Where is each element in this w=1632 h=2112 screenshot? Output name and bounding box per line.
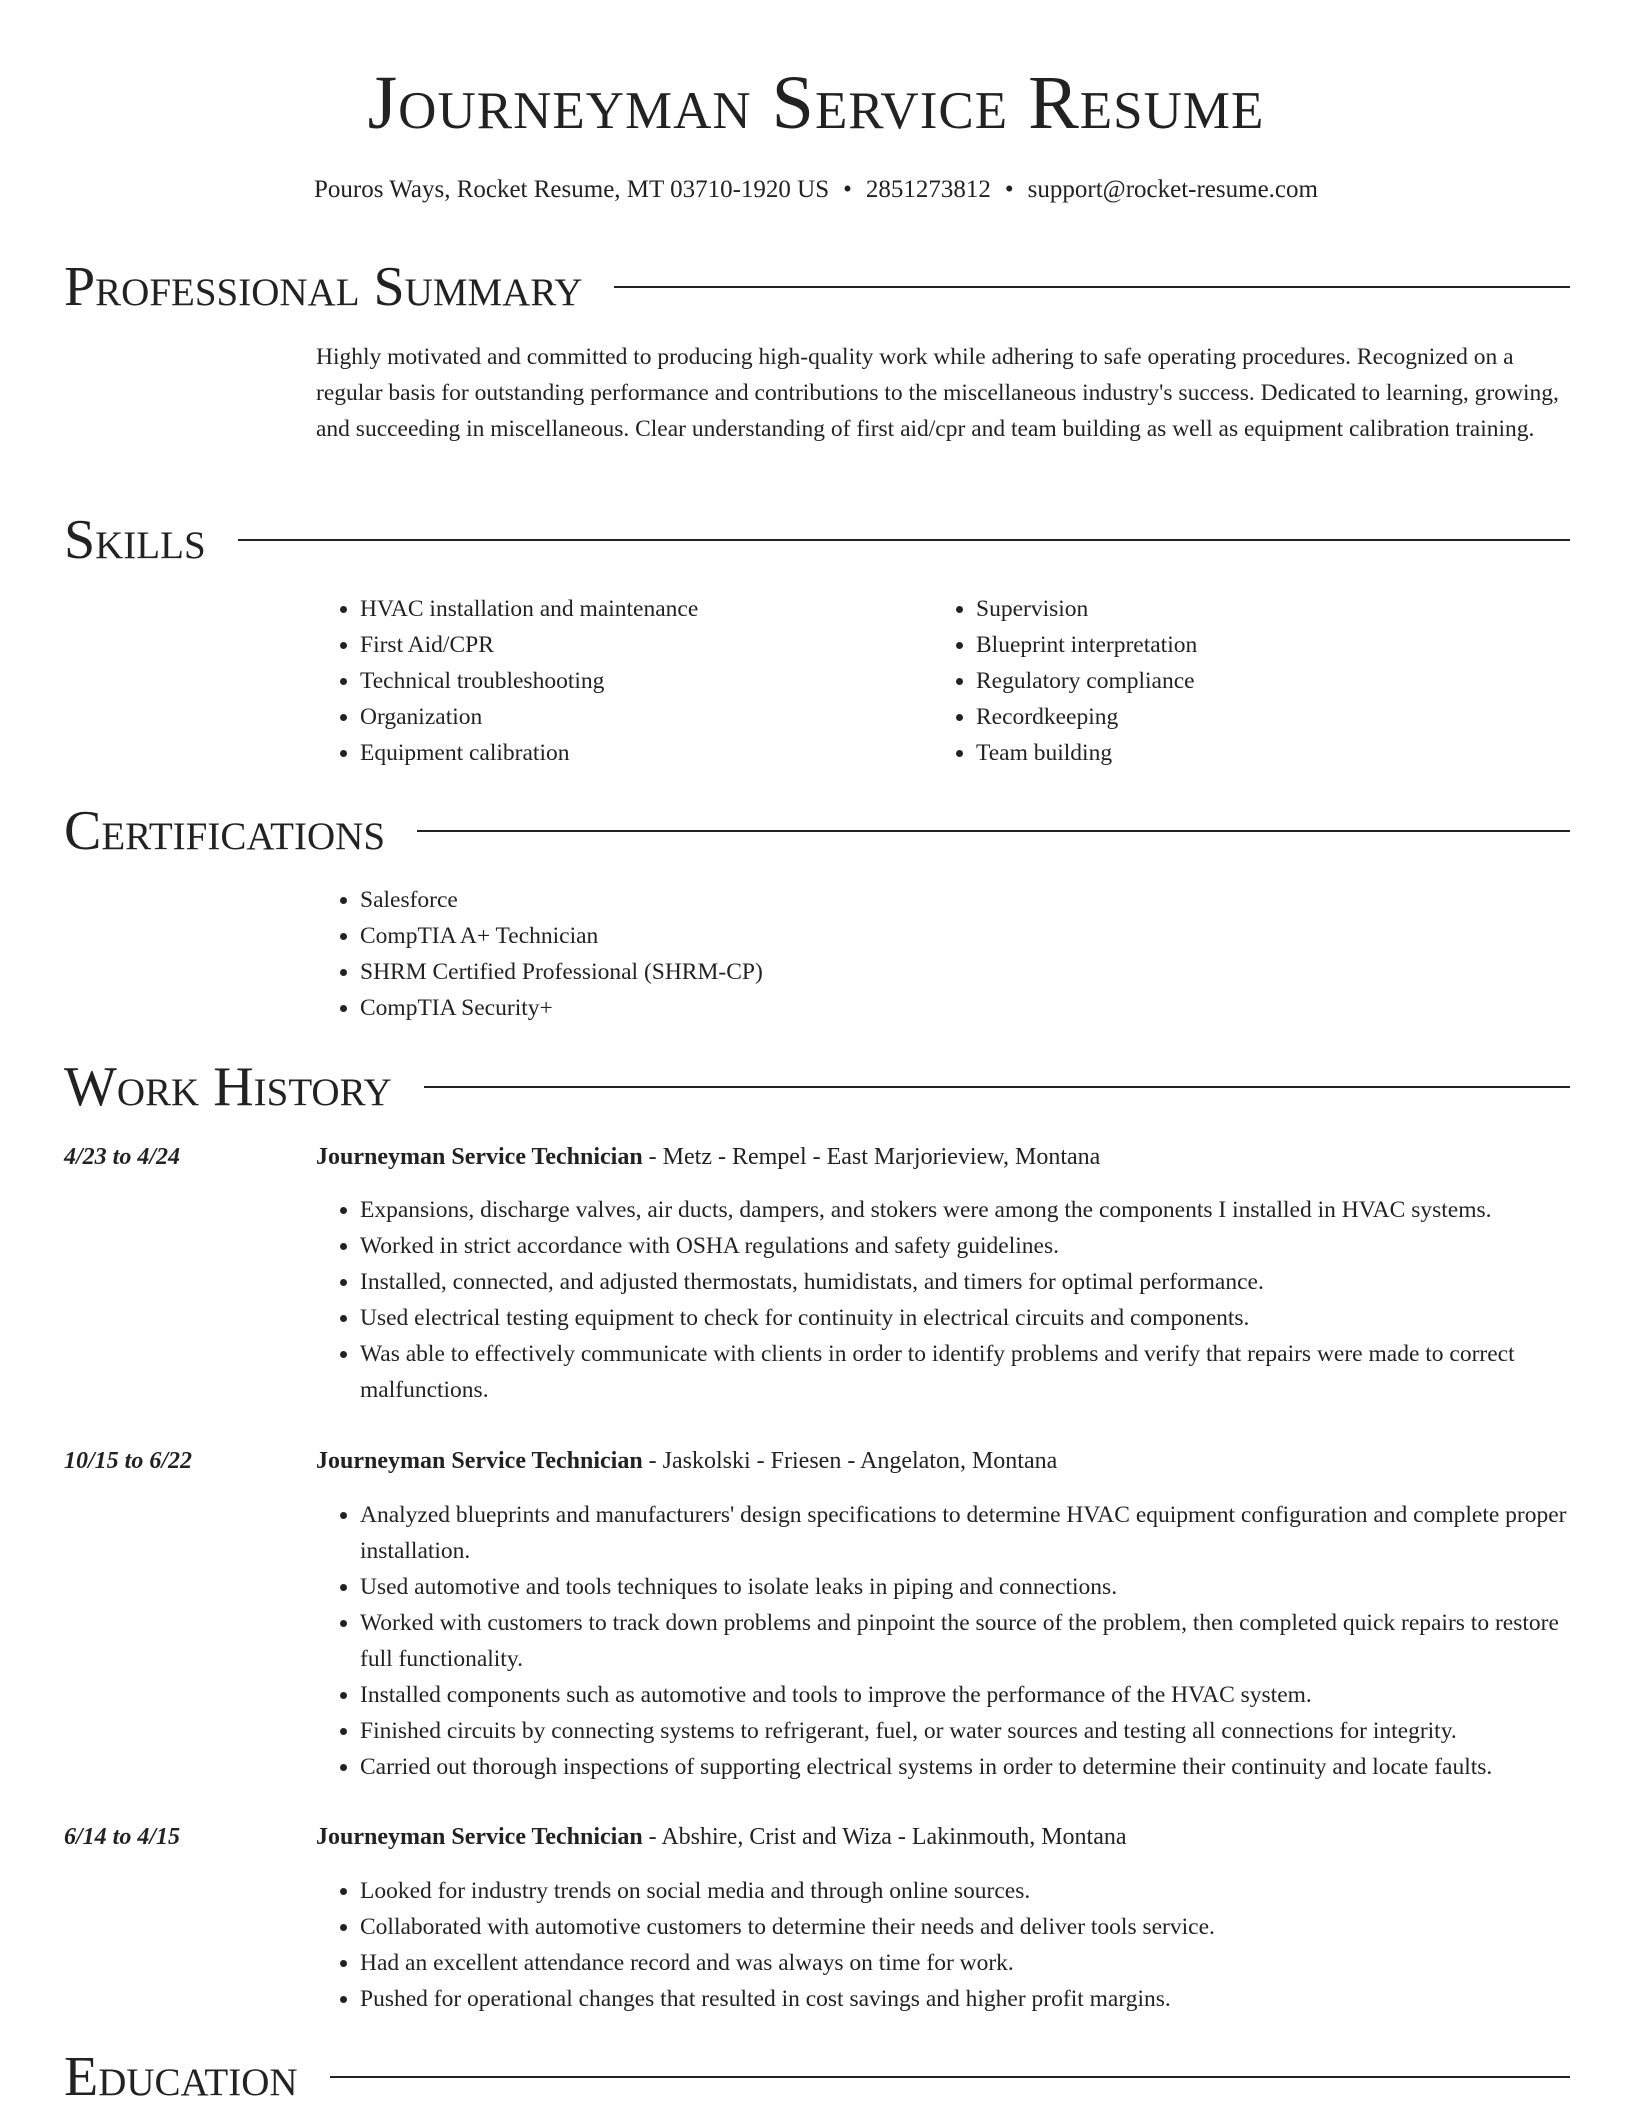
job-heading: [316, 1139, 1570, 1175]
job-employer: - Metz - Rempel - East Marjorieview, Montana: [642, 1144, 1101, 1170]
job-bullet: • Analyzed blueprints and manufacturers' design specifications to determine HVAC equipment configuration and complete proper installation.: [360, 1497, 1576, 1569]
job-bullet: • Worked in strict accordance with OSHA regulations and safety guidelines.: [360, 1228, 1576, 1264]
skill-item: • Blueprint interpretation: [976, 627, 1492, 663]
contact-address: Pouros Ways, Rocket Resume, MT 03710-1920 US: [314, 176, 830, 203]
skill-item: • First Aid/CPR: [360, 627, 876, 663]
section-header-certifications: [64, 796, 1570, 866]
skill-item: • Technical troubleshooting: [360, 663, 876, 699]
section-title-summary: Professional Summary: [64, 256, 583, 318]
job-title: Journeyman Service Technician: [316, 1144, 643, 1170]
job-bullet: • Used electrical testing equipment to check for continuity in electrical circuits and components.: [360, 1300, 1576, 1336]
contact-separator: •: [843, 176, 852, 203]
certification-item: • CompTIA A+ Technician: [360, 918, 1016, 954]
contact-email: support@rocket-resume.com: [1027, 176, 1318, 203]
section-divider: [417, 830, 1570, 832]
job-dates: 6/14 to 4/15: [64, 1824, 181, 1850]
job-bullet: • Used automotive and tools techniques to isolate leaks in piping and connections.: [360, 1569, 1576, 1605]
section-header-education: [64, 2042, 1570, 2112]
skills-left-column: [316, 591, 876, 771]
section-title-certifications: Certifications: [64, 800, 386, 862]
section-header-skills: [64, 505, 1570, 575]
certification-item: • CompTIA Security+: [360, 990, 1016, 1026]
section-divider: [330, 2076, 1570, 2078]
job-bullet: • Looked for industry trends on social media and through online sources.: [360, 1873, 1576, 1909]
skill-item: • Supervision: [976, 591, 1492, 627]
job-bullet: • Was able to effectively communicate with clients in order to identify problems and verify that repairs were made to correct malfunctions.: [360, 1336, 1576, 1408]
job-heading: [316, 1443, 1570, 1479]
job-bullet: • Worked with customers to track down problems and pinpoint the source of the problem, then completed quick repairs to restore full functionality.: [360, 1605, 1576, 1677]
skills-right-column: [932, 591, 1492, 771]
job-bullets: [316, 1873, 1576, 2017]
section-header-work-history: [64, 1052, 1570, 1122]
certification-item: • SHRM Certified Professional (SHRM-CP): [360, 954, 1016, 990]
job-bullet: • Pushed for operational changes that resulted in cost savings and higher profit margins.: [360, 1981, 1576, 2017]
skill-item: • HVAC installation and maintenance: [360, 591, 876, 627]
contact-phone: 2851273812: [865, 176, 991, 203]
section-divider: [238, 539, 1570, 541]
job-bullet: • Finished circuits by connecting systems to refrigerant, fuel, or water sources and testing all connections for integrity.: [360, 1713, 1576, 1749]
skill-item: • Recordkeeping: [976, 699, 1492, 735]
job-bullet: • Expansions, discharge valves, air ducts, dampers, and stokers were among the components I installed in HVAC systems.: [360, 1192, 1576, 1228]
job-employer: - Abshire, Crist and Wiza - Lakinmouth, Montana: [642, 1824, 1127, 1850]
section-title-skills: Skills: [64, 509, 206, 571]
certification-item: • Salesforce: [360, 882, 1016, 918]
job-bullets: [316, 1497, 1576, 1785]
contact-separator: •: [1004, 176, 1014, 203]
skill-item: • Equipment calibration: [360, 735, 876, 771]
summary-text: Highly motivated and committed to producing high-quality work while adhering to safe operating procedures. Recognized on a regular basis for outstanding performance and contributions to the miscellaneous industry's success. Dedicated to learning, growing, and succeeding in miscellaneous. Clear understanding of first aid/cpr and team building as well as equipment calibration training.: [316, 344, 1559, 442]
section-divider: [424, 1086, 1570, 1088]
job-employer: - Jaskolski - Friesen - Angelaton, Montana: [642, 1448, 1058, 1474]
job-bullets: [316, 1192, 1576, 1408]
skill-item: • Organization: [360, 699, 876, 735]
section-title-work-history: Work History: [64, 1056, 392, 1118]
skill-item: • Team building: [976, 735, 1492, 771]
job-bullet: • Had an excellent attendance record and was always on time for work.: [360, 1945, 1576, 1981]
contact-line: [0, 172, 1632, 208]
certifications-list: [316, 882, 1016, 1026]
section-title-education: Education: [64, 2046, 298, 2108]
skill-item: • Regulatory compliance: [976, 663, 1492, 699]
resume-title: Journeyman Service Resume: [367, 61, 1265, 145]
job-dates: 10/15 to 6/22: [64, 1448, 193, 1474]
job-dates: 4/23 to 4/24: [64, 1144, 181, 1170]
job-title: Journeyman Service Technician: [316, 1824, 643, 1850]
job-bullet: • Carried out thorough inspections of supporting electrical systems in order to determine their continuity and locate faults.: [360, 1749, 1576, 1785]
job-heading: [316, 1819, 1570, 1855]
job-bullet: • Installed, connected, and adjusted thermostats, humidistats, and timers for optimal performance.: [360, 1264, 1576, 1300]
job-title: Journeyman Service Technician: [316, 1448, 643, 1474]
section-header-summary: [64, 252, 1570, 322]
job-bullet: • Collaborated with automotive customers to determine their needs and deliver tools service.: [360, 1909, 1576, 1945]
job-bullet: • Installed components such as automotive and tools to improve the performance of the HVAC system.: [360, 1677, 1576, 1713]
section-divider: [614, 286, 1570, 288]
